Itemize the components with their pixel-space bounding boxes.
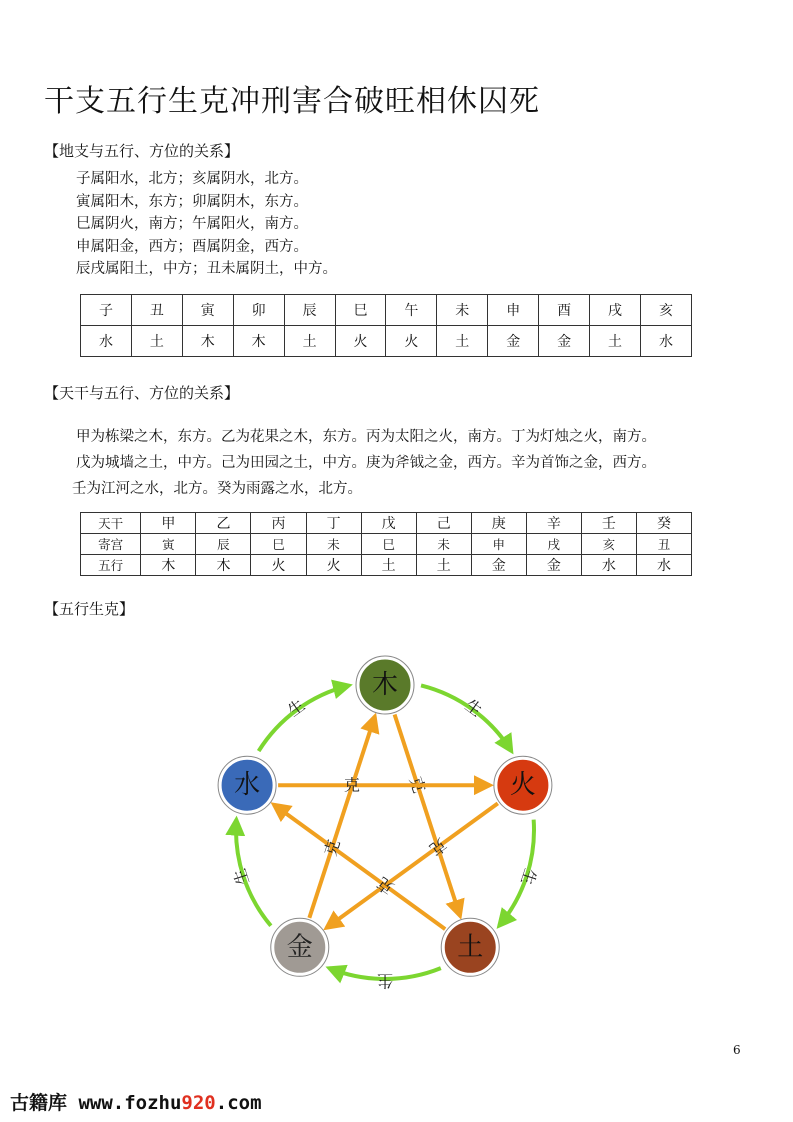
- ke-arrow: [326, 803, 497, 927]
- table-row: [81, 326, 692, 357]
- branch-element-table: [80, 294, 692, 357]
- table-cell: 辛: [526, 513, 581, 534]
- stem-element-table: [80, 512, 692, 576]
- table-row: [81, 555, 692, 576]
- url-suffix: .com: [215, 1092, 262, 1114]
- sheng-label: 生: [376, 971, 394, 991]
- earth-glyph: 土: [457, 932, 484, 963]
- table-cell: 火: [251, 555, 306, 576]
- table-cell: 戌: [590, 295, 641, 326]
- ke-label: 克: [405, 774, 429, 796]
- table-cell: 丙: [251, 513, 306, 534]
- table-cell: 金: [471, 555, 526, 576]
- table-cell: 土: [131, 326, 182, 357]
- table-cell: 金: [539, 326, 590, 357]
- table-cell: 水: [640, 326, 691, 357]
- table-cell: 水: [636, 555, 691, 576]
- stem-description-lines: [72, 424, 776, 502]
- ke-label: 克: [426, 834, 451, 860]
- table-cell: 寅: [182, 295, 233, 326]
- table-cell: 癸: [636, 513, 691, 534]
- table-cell: 庚: [471, 513, 526, 534]
- sheng-arrow: [421, 685, 511, 751]
- text-line: 壬为江河之水，北方。癸为雨露之水，北方。: [72, 481, 362, 497]
- footer-watermark: [10, 1088, 262, 1115]
- table-cell: 辰: [196, 534, 251, 555]
- table-cell: 土: [361, 555, 416, 576]
- table-row: [81, 534, 692, 555]
- table-cell: 寅: [141, 534, 196, 555]
- branch-description-lines: [76, 168, 337, 281]
- site-name: 古籍库: [10, 1092, 68, 1114]
- table-cell: 壬: [581, 513, 636, 534]
- table-cell: 未: [306, 534, 361, 555]
- table-cell: 火: [386, 326, 437, 357]
- water-glyph: 水: [234, 770, 261, 801]
- table-cell: 木: [182, 326, 233, 357]
- text-line: 辰戌属阳土，中方；丑未属阴土，中方。: [76, 261, 337, 277]
- ke-arrow: [274, 805, 445, 929]
- fire-glyph: 火: [509, 770, 536, 801]
- row-label: 天干: [81, 513, 141, 534]
- table-cell: 巳: [335, 295, 386, 326]
- table-cell: 火: [335, 326, 386, 357]
- table-cell: 亥: [581, 534, 636, 555]
- text-line: 寅属阳木，东方；卯属阴木，东方。: [76, 193, 308, 210]
- page-title: 干支五行生克冲刑害合破旺相休囚死: [44, 84, 540, 119]
- table-cell: 土: [437, 326, 488, 357]
- text-line: 甲为栋梁之木，东方。乙为花果之木，东方。丙为太阳之火，南方。丁为灯烛之火，南方。: [76, 429, 656, 445]
- table-cell: 金: [526, 555, 581, 576]
- row-label: 寄宫: [81, 534, 141, 555]
- table-cell: 己: [416, 513, 471, 534]
- ke-arrow: [395, 714, 460, 915]
- table-cell: 酉: [539, 295, 590, 326]
- table-cell: 丑: [131, 295, 182, 326]
- wood-glyph: 木: [371, 670, 399, 700]
- table-cell: 申: [471, 534, 526, 555]
- section-heading-branches: 【地支与五行、方位的关系】: [44, 142, 240, 160]
- sheng-arrow: [259, 685, 349, 751]
- url-number: 920: [181, 1092, 216, 1114]
- text-line: 申属阳金，西方；酉属阴金，西方。: [76, 238, 308, 255]
- table-cell: 巳: [361, 534, 416, 555]
- table-cell: 木: [233, 326, 284, 357]
- table-cell: 木: [141, 555, 196, 576]
- ke-label: 克: [343, 775, 360, 795]
- table-cell: 木: [196, 555, 251, 576]
- ke-label: 克: [320, 837, 344, 859]
- table-cell: 乙: [196, 513, 251, 534]
- sheng-label: 生: [461, 695, 486, 721]
- metal-glyph: 金: [286, 932, 313, 963]
- section-heading-stems: 【天干与五行、方位的关系】: [44, 384, 240, 402]
- wuxing-cycle-diagram: [195, 645, 575, 1025]
- table-cell: 亥: [640, 295, 691, 326]
- table-cell: 辰: [284, 295, 335, 326]
- table-cell: 子: [81, 295, 132, 326]
- table-cell: 火: [306, 555, 361, 576]
- table-cell: 未: [437, 295, 488, 326]
- row-label: 五行: [81, 555, 141, 576]
- table-row: [81, 513, 692, 534]
- text-line: 巳属阴火，南方；午属阳火，南方。: [76, 216, 308, 232]
- sheng-label: 生: [517, 866, 541, 888]
- table-cell: 金: [488, 326, 539, 357]
- page-number: 6: [733, 1043, 741, 1057]
- table-cell: 水: [81, 326, 132, 357]
- table-cell: 土: [590, 326, 641, 357]
- table-cell: 土: [416, 555, 471, 576]
- table-cell: 戊: [361, 513, 416, 534]
- table-cell: 水: [581, 555, 636, 576]
- table-cell: 甲: [141, 513, 196, 534]
- url-prefix: www.fozhu: [78, 1092, 182, 1114]
- text-line: 戊为城墙之土，中方。己为田园之土，中方。庚为斧钺之金，西方。辛为首饰之金，西方。: [76, 455, 656, 471]
- ke-arrow: [309, 716, 374, 917]
- ke-label: 克: [373, 873, 398, 899]
- sheng-label: 生: [229, 866, 253, 888]
- table-cell: 丁: [306, 513, 361, 534]
- table-cell: 午: [386, 295, 437, 326]
- table-cell: 申: [488, 295, 539, 326]
- table-cell: 未: [416, 534, 471, 555]
- table-cell: 丑: [636, 534, 691, 555]
- table-cell: 戌: [526, 534, 581, 555]
- table-cell: 巳: [251, 534, 306, 555]
- section-heading-wuxing: 【五行生克】: [44, 600, 135, 618]
- table-cell: 土: [284, 326, 335, 357]
- table-row: [81, 295, 692, 326]
- text-line: 子属阳水，北方；亥属阴水，北方。: [76, 171, 308, 187]
- sheng-label: 生: [284, 695, 309, 721]
- table-cell: 卯: [233, 295, 284, 326]
